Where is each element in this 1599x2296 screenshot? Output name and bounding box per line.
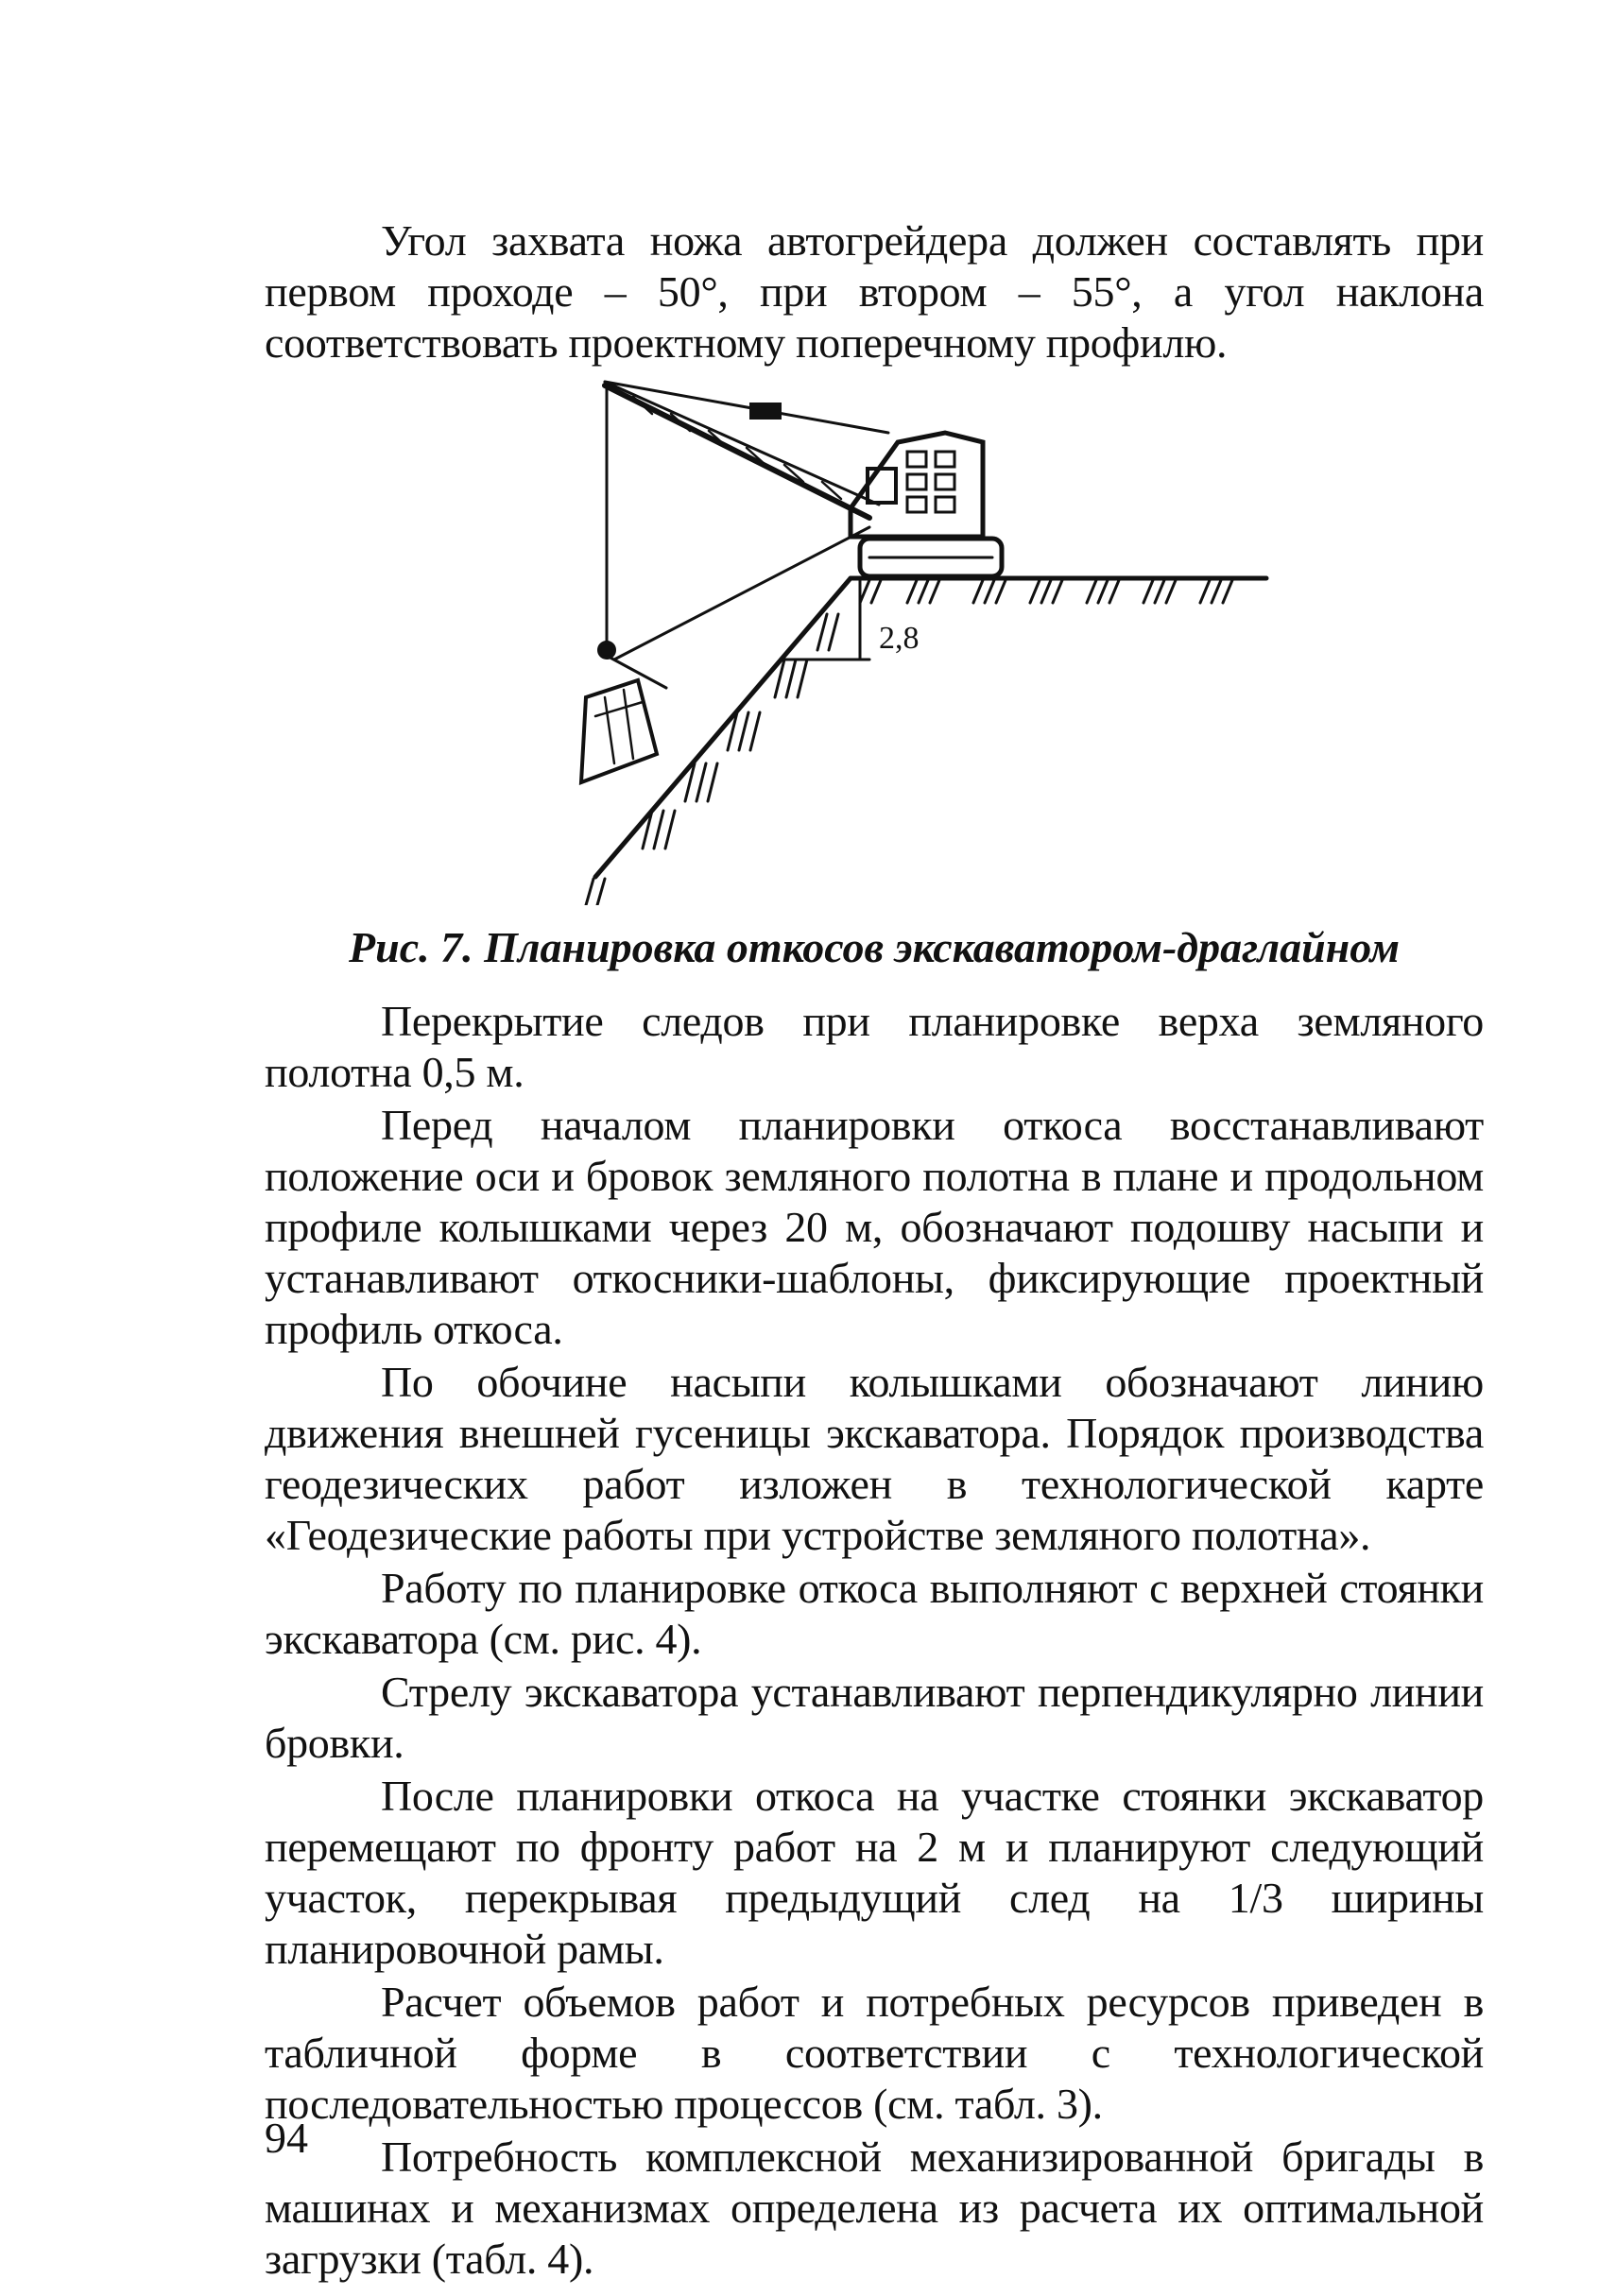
paragraph: По обочине насыпи колышками обозначают линию движения внешней гусеницы экскаватора. Порядок производства геодезических работ изложен в технологической карте «Геодезические работы при устройстве земляного полотна». xyxy=(265,1358,1484,1559)
pulley xyxy=(599,643,614,658)
figure-caption: Рис. 7. Планировка откосов экскаватором-драглайном xyxy=(349,923,1400,971)
planing-frame xyxy=(581,680,657,782)
slope-hatch xyxy=(586,614,838,905)
slope-line xyxy=(595,578,851,877)
dimension-label: 2,8 xyxy=(879,621,920,656)
cab-window xyxy=(868,469,896,503)
excavator-cab xyxy=(851,433,983,537)
ground-hatch xyxy=(860,580,1232,603)
paragraph-intro: Угол захвата ножа автогрейдера должен составлять при первом проходе – 50°, при втором – 55°, а угол наклона соответствовать проектному поперечному профилю. xyxy=(265,216,1484,367)
page-number: 94 xyxy=(265,2114,308,2162)
dragline-drawing xyxy=(454,376,1304,905)
paragraph: Стрелу экскаватора устанавливают перпендикулярно линии бровки. xyxy=(265,1668,1484,1767)
paragraph: Перед началом планировки откоса восстанавливают положение оси и бровок земляного полотна в плане и продольном профиле колышками через 20 м, обозначают подошву насыпи и устанавливают откосники-шаблоны, фиксирующие проектный профиль откоса. xyxy=(265,1101,1484,1353)
paragraph: Работу по планировке откоса выполняют с верхней стоянки экскаватора (см. рис. 4). xyxy=(265,1564,1484,1663)
paragraph: Расчет объемов работ и потребных ресурсов приведен в табличной форме в соответствии с технологической последовательностью процессов (см. табл. 3). xyxy=(265,1978,1484,2128)
boom-upper xyxy=(605,382,879,505)
cab-vents xyxy=(907,452,954,512)
paragraph: Потребность комплексной механизированной бригады в машинах и механизмах определена из расчета их оптимальной загрузки (табл. 4). xyxy=(265,2133,1484,2283)
bucket-chain xyxy=(607,656,666,688)
paragraph: Перекрытие следов при планировке верха земляного полотна 0,5 м. xyxy=(265,997,1484,1096)
figure-dragline-excavator xyxy=(265,376,1484,905)
paragraph: После планировки откоса на участке стоянки экскаватор перемещают по фронту работ на 2 м и планируют следующий участок, перекрывая предыдущий след на 1/3 ширины планировочной рамы. xyxy=(265,1772,1484,1973)
page-content xyxy=(265,215,1484,2287)
cable-block xyxy=(751,404,780,418)
